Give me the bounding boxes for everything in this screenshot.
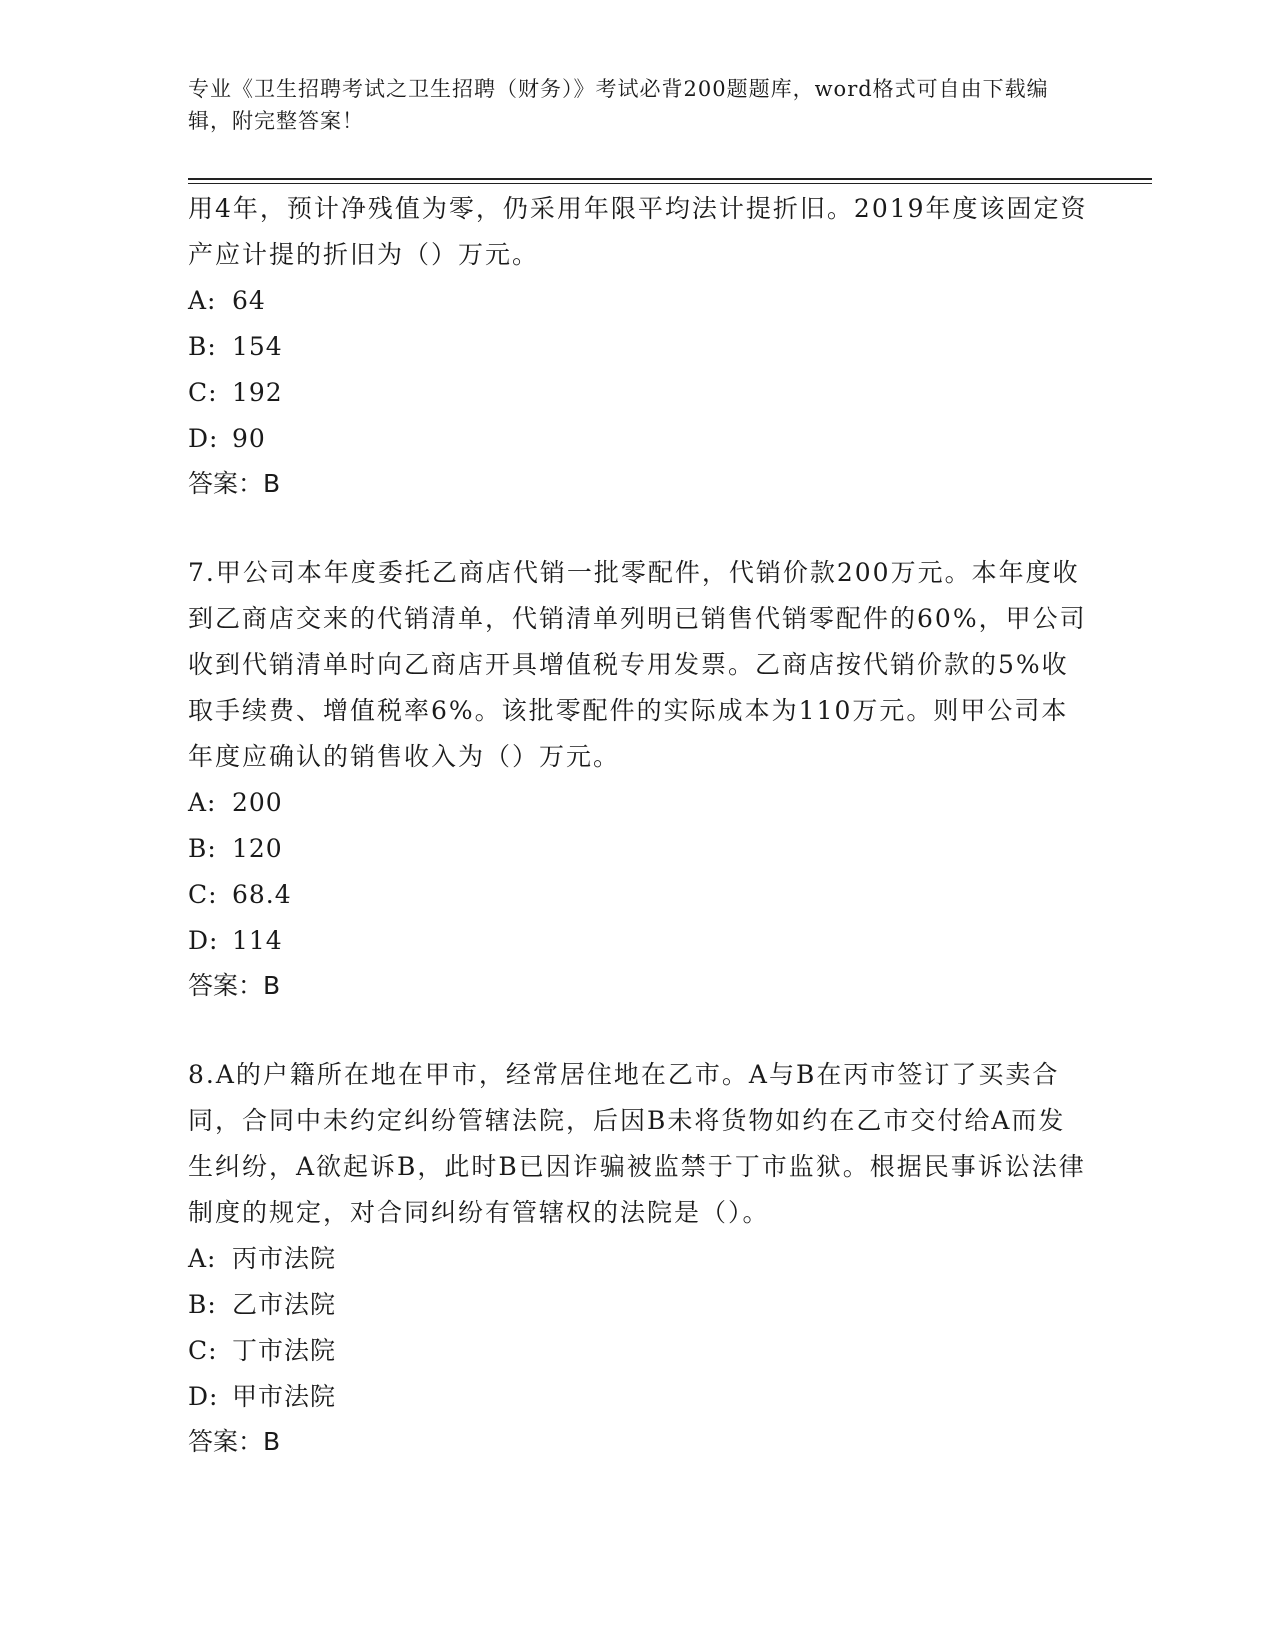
option-text: 114 (232, 926, 283, 955)
option-b (188, 826, 1088, 872)
option-text: 丁市法院 (232, 1336, 337, 1365)
question-block-7 (188, 550, 1088, 1008)
option-letter: C: (188, 1336, 218, 1365)
option-letter: C: (188, 378, 218, 407)
question-list (188, 186, 1088, 1464)
document-header: 专业《卫生招聘考试之卫生招聘（财务）》考试必背200题题库，word格式可自由下载编辑，附完整答案！ (188, 77, 1049, 133)
answer-line: 答案：B (188, 971, 281, 1000)
option-letter: B: (188, 1290, 217, 1319)
option-c (188, 1328, 1088, 1374)
option-c (188, 872, 1088, 918)
option-text: 154 (232, 332, 283, 361)
option-letter: A: (188, 788, 217, 817)
option-text: 192 (232, 378, 283, 407)
question-stem: 7.甲公司本年度委托乙商店代销一批零配件，代销价款200万元。本年度收到乙商店交来的代销清单，代销清单列明已销售代销零配件的60%，甲公司收到代销清单时向乙商店开具增值税专用发票。乙商店按代销价款的5%收取手续费、增值税率6%。该批零配件的实际成本为110万元。则甲公司本年度应确认的销售收入为（）万元。 (188, 558, 1087, 771)
answer-line: 答案：B (188, 1427, 281, 1456)
option-letter: B: (188, 332, 217, 361)
option-d (188, 416, 1088, 462)
option-letter: D: (188, 1382, 219, 1411)
option-d (188, 918, 1088, 964)
option-text: 甲市法院 (232, 1382, 337, 1411)
option-text: 丙市法院 (232, 1244, 337, 1273)
option-a (188, 1236, 1088, 1282)
question-block-6 (188, 186, 1088, 506)
option-text: 68.4 (232, 880, 292, 909)
question-stem: 8.A的户籍所在地在甲市，经常居住地在乙市。A与B在丙市签订了买卖合同，合同中未约定纠纷管辖法院，后因B未将货物如约在乙市交付给A而发生纠纷，A欲起诉B，此时B已因诈骗被监禁于丁市监狱。根据民事诉讼法律制度的规定，对合同纠纷有管辖权的法院是（）。 (188, 1060, 1086, 1227)
header-rule-thick (188, 178, 1152, 180)
option-letter: C: (188, 880, 218, 909)
option-letter: D: (188, 424, 219, 453)
option-c (188, 370, 1088, 416)
option-letter: A: (188, 286, 217, 315)
header-rule-thin (188, 183, 1152, 184)
option-text: 90 (232, 424, 266, 453)
option-letter: B: (188, 834, 217, 863)
option-letter: D: (188, 926, 219, 955)
question-block-8 (188, 1052, 1088, 1464)
option-letter: A: (188, 1244, 217, 1273)
option-text: 200 (232, 788, 283, 817)
question-stem: 用4年，预计净残值为零，仍采用年限平均法计提折旧。2019年度该固定资产应计提的折旧为（）万元。 (188, 194, 1088, 269)
option-text: 乙市法院 (232, 1290, 337, 1319)
option-d (188, 1374, 1088, 1420)
option-text: 64 (232, 286, 266, 315)
option-a (188, 780, 1088, 826)
answer-line: 答案：B (188, 469, 281, 498)
option-b (188, 1282, 1088, 1328)
option-text: 120 (232, 834, 283, 863)
option-b (188, 324, 1088, 370)
option-a (188, 278, 1088, 324)
